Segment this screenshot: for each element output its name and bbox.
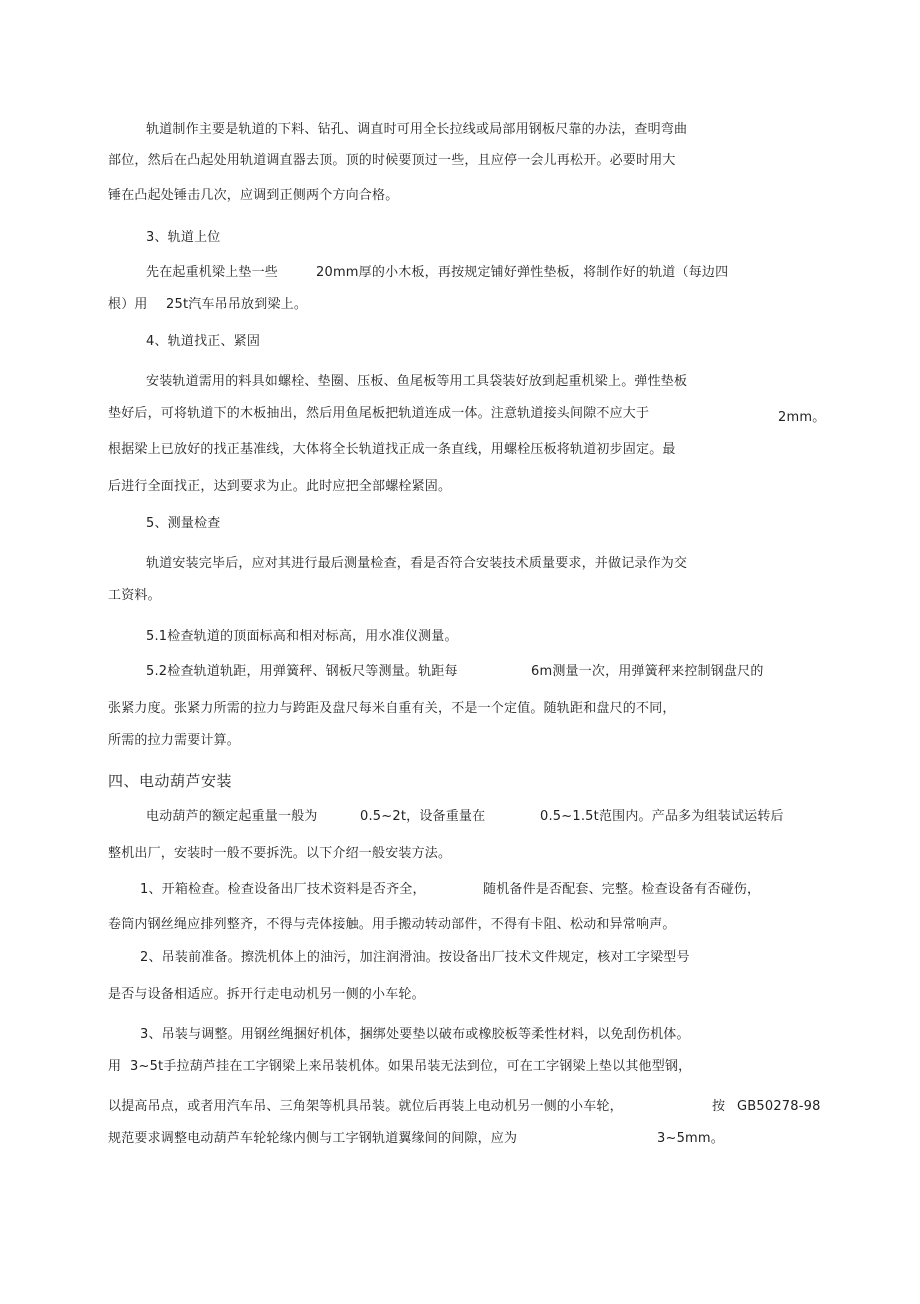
text-segment: 垫好后，可将轨道下的木板抽出，然后用鱼尾板把轨道连成一体。注意轨道接头间隙不应大于 [108, 406, 650, 421]
text-segment: 0.5~2t，设备重量在 [360, 809, 486, 824]
paragraph-line: 轨道安装完毕后，应对其进行最后测量检查，看是否符合安装技术质量要求，并做记录作为交 [146, 556, 688, 571]
subheading-4: 4、轨道找正、紧固 [146, 334, 261, 349]
paragraph-line: 轨道制作主要是轨道的下料、钻孔、调直时可用全长拉线或局部用钢板尺靠的办法，查明弯曲 [146, 122, 688, 137]
text-segment: 5.2检查轨道轨距，用弹簧秤、钢板尺等测量。轨距每 [146, 664, 458, 679]
paragraph-line: 安装轨道需用的料具如螺栓、垫圈、压板、鱼尾板等用工具袋装好放到起重机梁上。弹性垫板 [146, 374, 688, 389]
text-segment: 以提高吊点，或者用汽车吊、三角架等机具吊装。就位后再装上电动机另一侧的小车轮， [108, 1099, 623, 1114]
paragraph-line: 2、吊装前准备。擦洗机体上的油污，加注润滑油。按设备出厂技术文件规定，核对工字梁型号 [140, 950, 690, 965]
text-segment: 2mm。 [778, 410, 826, 425]
paragraph-line: 锤在凸起处锤击几次，应调到正侧两个方向合格。 [108, 188, 399, 203]
paragraph-line: 后进行全面找正，达到要求为止。此时应把全部螺栓紧固。 [108, 479, 452, 494]
paragraph-line: 卷筒内钢丝绳应排列整齐，不得与壳体接触。用手搬动转动部件，不得有卡阻、松动和异常响声。 [108, 917, 676, 932]
paragraph-line: 整机出厂，安装时一般不要拆洗。以下介绍一般安装方法。 [108, 846, 452, 861]
text-segment: 按 [712, 1099, 726, 1114]
section-heading: 四、电动葫芦安装 [108, 772, 233, 790]
text-segment: 根）用 [108, 297, 148, 312]
paragraph-line: 部位，然后在凸起处用轨道调直器去顶。顶的时候要顶过一些，且应停一会儿再松开。必要时用大 [108, 153, 676, 168]
paragraph-line: 根据梁上已放好的找正基准线，大体将全长轨道找正成一条直线，用螺栓压板将轨道初步固定。最 [108, 442, 676, 457]
paragraph-line: 所需的拉力需要计算。 [108, 733, 241, 748]
text-segment: 0.5~1.5t范围内。产品多为组装试运转后 [540, 809, 784, 824]
text-segment: 20mm厚的小木板，再按规定铺好弹性垫板，将制作好的轨道（每边四 [316, 265, 729, 280]
text-segment: 25t汽车吊吊放到梁上。 [166, 297, 308, 312]
text-segment: 1、开箱检查。检查设备出厂技术资料是否齐全， [140, 882, 426, 897]
subheading-3: 3、轨道上位 [146, 230, 221, 245]
paragraph-line: 3、吊装与调整。用钢丝绳捆好机体，捆绑处要垫以破布或橡胶板等柔性材料，以免刮伤机体。 [140, 1027, 690, 1042]
text-segment: 电动葫芦的额定起重量一般为 [146, 809, 318, 824]
text-segment: 规范要求调整电动葫芦车轮轮缘内侧与工字钢轨道翼缘间的间隙，应为 [108, 1131, 518, 1146]
subheading-5: 5、测量检查 [146, 516, 221, 531]
paragraph-line: 5.1检查轨道的顶面标高和相对标高，用水准仪测量。 [146, 629, 458, 644]
text-segment: GB50278-98 [737, 1099, 821, 1114]
text-segment: 6m测量一次，用弹簧秤来控制钢盘尺的 [531, 664, 764, 679]
text-segment: 随机备件是否配套、完整。检查设备有否碰伤， [483, 882, 761, 897]
paragraph-line: 张紧力度。张紧力所需的拉力与跨距及盘尺每米自重有关，不是一个定值。随轨距和盘尺的不同， [108, 701, 676, 716]
text-segment: 3~5mm。 [657, 1131, 724, 1146]
text-segment: 3~5t手拉葫芦挂在工字钢梁上来吊装机体。如果吊装无法到位，可在工字钢梁上垫以其他型钢， [130, 1059, 692, 1074]
text-segment: 先在起重机梁上垫一些 [146, 265, 279, 280]
paragraph-line: 是否与设备相适应。拆开行走电动机另一侧的小车轮。 [108, 987, 425, 1002]
text-segment: 用 [108, 1059, 122, 1074]
paragraph-line: 工资料。 [108, 588, 161, 603]
